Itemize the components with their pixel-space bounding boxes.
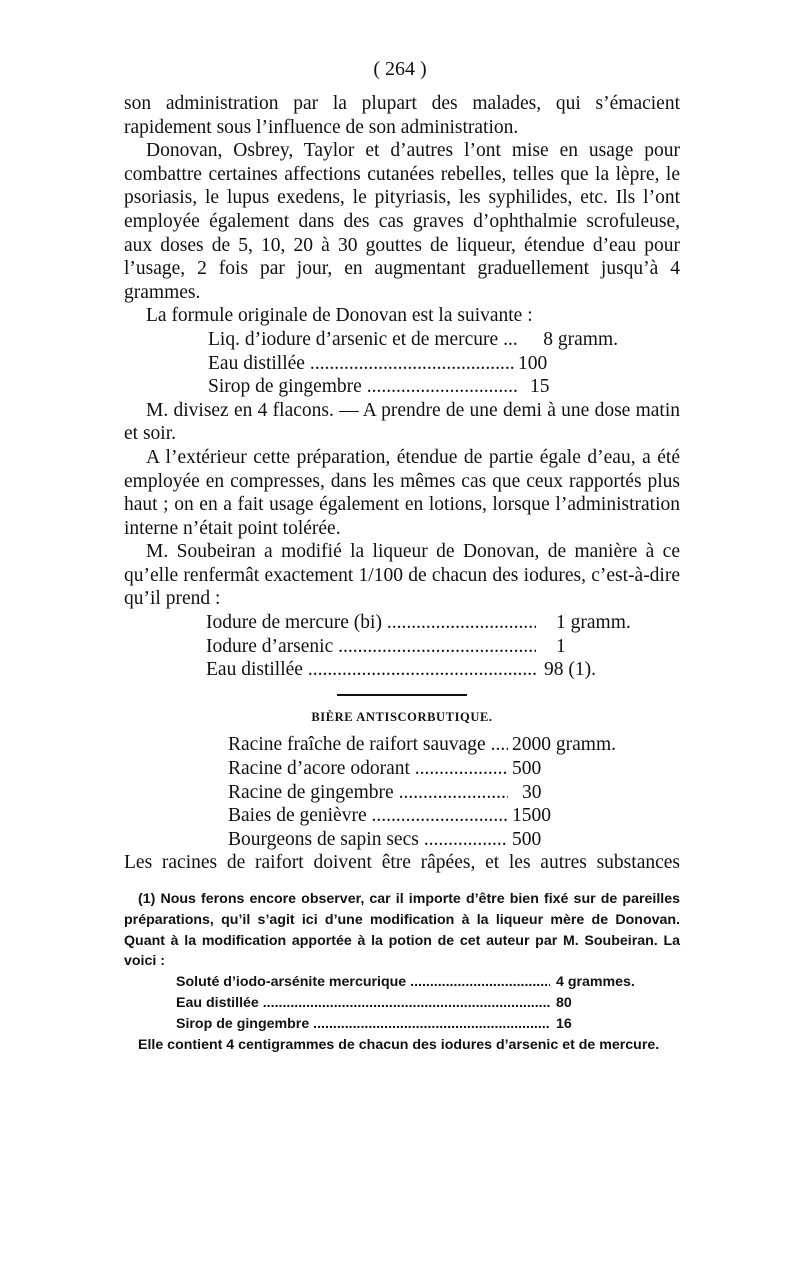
formula-row: [228, 733, 620, 757]
ingredient-name: Baies de genièvre .....: [228, 804, 508, 828]
section-divider: [337, 694, 467, 696]
soubeiran-formula: [206, 611, 666, 682]
formula-row: [228, 781, 620, 805]
ingredient-qty: 16: [556, 1015, 572, 1032]
ingredient-qty: 98 (1).: [544, 659, 596, 681]
formula-row: [176, 972, 636, 993]
ingredient-qty: 500: [512, 758, 542, 780]
ingredient-name: Iodure d’arsenic .....: [206, 635, 536, 659]
paragraph-2: Donovan, Osbrey, Taylor et d’autres l’ont mise en usage pour combattre certaines affections cutanées rebelles, telles que la lèpre, le psoriasis, le lupus exedens, le pityriasis, les syphilides, etc. Ils l’ont employée également dans des cas graves d’ophthalmie scrofuleuse, aux doses de 5, 10, 20 à 30 gouttes de liqueur, étendue d’eau pour l’usage, 2 fois par jour, en augmentant graduellement jusqu’à 4 grammes.: [124, 140, 680, 303]
formula-row: [208, 375, 618, 399]
ingredient-qty: 15: [530, 376, 550, 398]
ingredient-qty: 1500: [512, 805, 551, 827]
ingredient-name: Eau distillée .....: [208, 352, 516, 376]
beer-formula: [228, 733, 620, 851]
formula-row: [176, 993, 636, 1014]
footnote-formula: [176, 972, 636, 1034]
footnote-text-2: Elle contient 4 centigrammes de chacun des iodures d’arsenic et de mercure.: [138, 1036, 660, 1053]
ingredient-qty: 30: [522, 781, 542, 803]
ingredient-qty: 1: [556, 635, 566, 657]
paragraph-4: M. divisez en 4 flacons. — A prendre de une demi à une dose matin et soir.: [124, 399, 680, 445]
ingredient-qty: 1 gramm.: [556, 612, 631, 634]
ingredient-name: Racine d’acore odorant .....: [228, 757, 508, 781]
ingredient-name: Sirop de gingembre .....: [176, 1014, 550, 1035]
paragraph-5: A l’extérieur cette préparation, étendue de partie égale d’eau, a été employée en compresses, dans les mêmes cas que ceux rapportés plus haut ; on en a fait usage également en lotions, lorsque l’administration interne n’était point tolérée.: [124, 446, 680, 539]
formula-row: [228, 804, 620, 828]
ingredient-qty: 100: [518, 352, 548, 374]
ingredient-name: Eau distillée .....: [206, 658, 536, 682]
formula-row: [208, 352, 618, 376]
footnote: [124, 889, 680, 1055]
ingredient-name: Eau distillée .....: [176, 993, 550, 1014]
footnote-text: (1) Nous ferons encore observer, car il importe d’être bien fixé sur de pareilles préparations, qu’il s’agit ici d’une modification à la liqueur mère de Donovan. Quant à la modification apportée à la potion de cet auteur par M. Soubeiran. La voici :: [124, 891, 680, 970]
ingredient-name: Bourgeons de sapin secs .....: [228, 828, 508, 852]
ingredient-name: Racine de gingembre .....: [228, 781, 508, 805]
formula-row: [206, 658, 666, 682]
ingredient-name: Sirop de gingembre .....: [208, 375, 518, 399]
formula-row: [228, 828, 620, 852]
formula-row: [206, 611, 666, 635]
formula-row: [228, 757, 620, 781]
ingredient-qty: 2000 gramm.: [512, 734, 616, 756]
ingredient-name: Liq. d’iodure d’arsenic et de mercure .....: [208, 328, 518, 352]
ingredient-qty: 80: [556, 994, 572, 1011]
ingredient-qty: 500: [512, 828, 542, 850]
paragraph-3: La formule originale de Donovan est la suivante :: [146, 305, 533, 327]
ingredient-name: Iodure de mercure (bi) .....: [206, 611, 536, 635]
paragraph-7: Les racines de raifort doivent être râpées, et les autres substances: [124, 852, 680, 874]
paragraph-1: son administration par la plupart des malades, qui s’émacient rapidement sous l’influence de son administration.: [124, 93, 680, 138]
donovan-formula: [208, 328, 618, 399]
ingredient-qty: 8 gramm.: [543, 328, 618, 350]
formula-row: [206, 635, 666, 659]
ingredient-name: Racine fraîche de raifort sauvage .....: [228, 733, 508, 757]
page-body: [124, 92, 680, 1055]
paragraph-6: M. Soubeiran a modifié la liqueur de Donovan, de manière à ce qu’elle renfermât exactement 1/100 de chacun des iodures, c’est-à-dire qu’il prend :: [124, 541, 680, 610]
ingredient-name: Soluté d’iodo-arsénite mercurique .....: [176, 972, 550, 993]
page-number: ( 264 ): [373, 58, 427, 80]
ingredient-qty: 4 grammes.: [556, 974, 635, 991]
section-title: BIÈRE ANTISCORBUTIQUE.: [311, 709, 493, 724]
formula-row: [208, 328, 618, 352]
formula-row: [176, 1014, 636, 1035]
